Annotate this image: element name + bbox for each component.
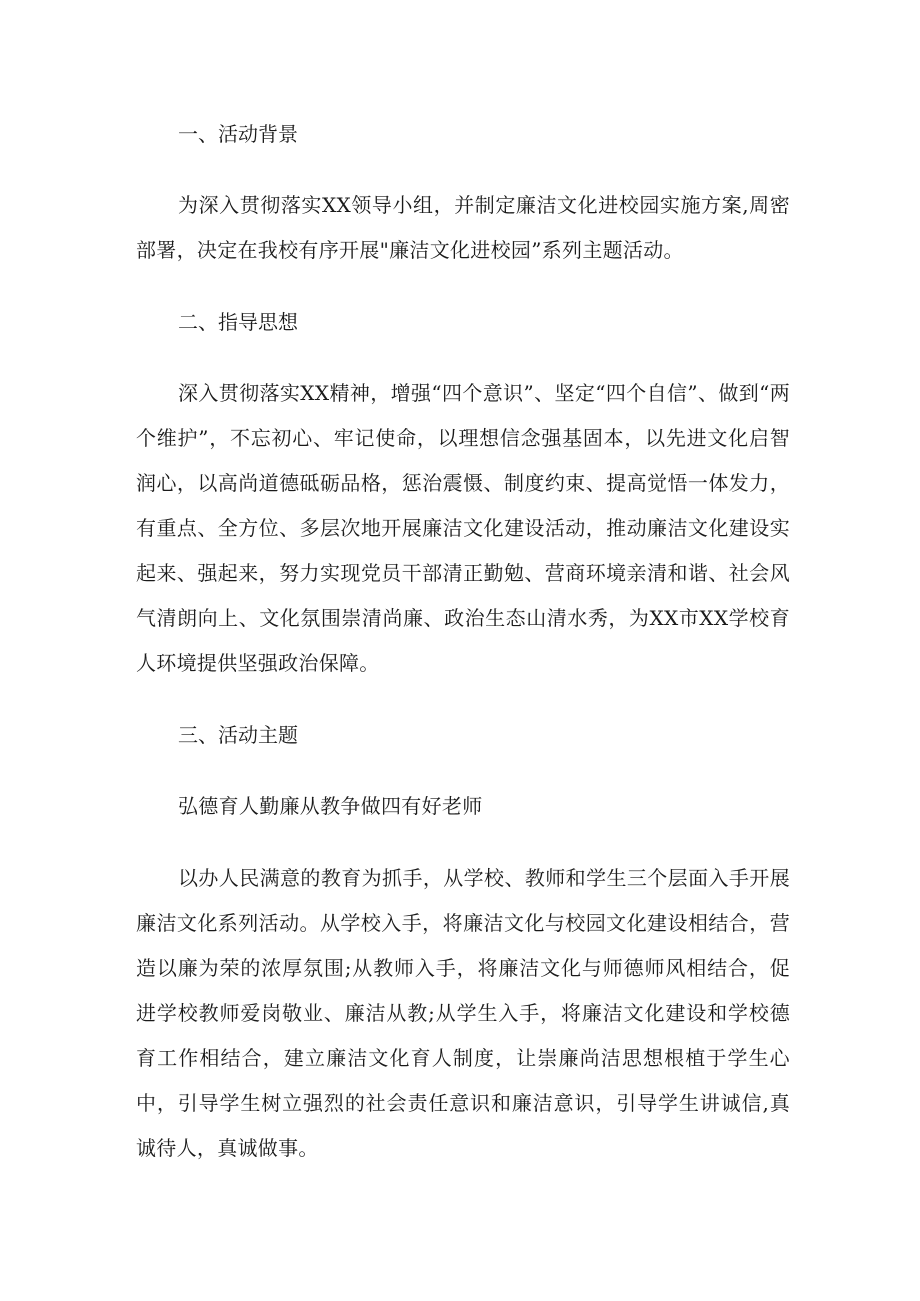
paragraph-theme-detail: 以办人民满意的教育为抓手，从学校、教师和学生三个层面入手开展廉洁文化系列活动。从学校入手，将廉洁文化与校园文化建设相结合，营造以廉为荣的浓厚氛围;从教师入手，将廉洁文化与师德师风相结合，促进学校教师爱岗敬业、廉洁从教;从学生入手，将廉洁文化建设和学校德育工作相结合，建立廉洁文化育人制度，让崇廉尚洁思想根植于学生心中，引导学生树立强烈的社会责任意识和廉洁意识，引导学生讲诚信,真诚待人，真诚做事。 [136,866,790,1160]
section-heading-guiding-thought: 二、指导思想 [178,310,298,334]
document-body [136,112,790,1171]
paragraph-background: 为深入贯彻落实XX领导小组，并制定廉洁文化进校园实施方案,周密部署，决定在我校有序开展"廉洁文化进校园”系列主题活动。 [136,193,790,262]
paragraph-guiding-thought: 深入贯彻落实XX精神，增强“四个意识”、坚定“四个自信”、做到“两个维护”，不忘初心、牢记使命，以理想信念强基固本，以先进文化启智润心，以高尚道德砥砺品格，惩治震慑、制度约束、提高觉悟一体发力，有重点、全方位、多层次地开展廉洁文化建设活动，推动廉洁文化建设实起来、强起来，努力实现党员干部清正勤勉、营商环境亲清和谐、社会风气清朗向上、文化氛围崇清尚廉、政治生态山清水秀，为XX市XX学校育人环境提供坚强政治保障。 [136,381,790,675]
section-heading-background: 一、活动背景 [178,122,298,146]
paragraph-theme-title: 弘德育人勤廉从教争做四有好老师 [178,794,483,818]
section-heading-theme: 三、活动主题 [178,723,298,747]
